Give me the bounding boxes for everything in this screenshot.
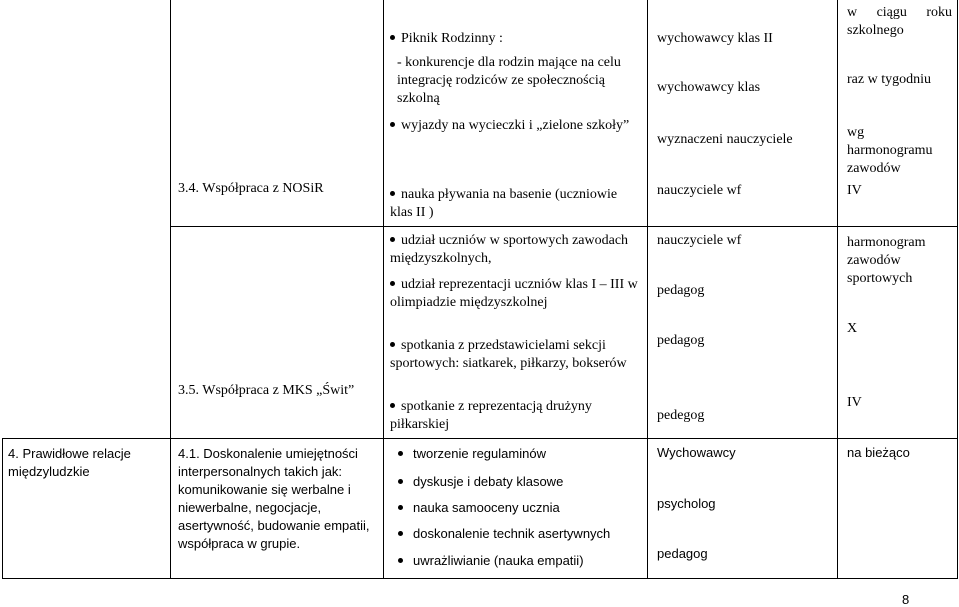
bullet-icon — [398, 558, 403, 563]
activity-debates: dyskusje i debaty klasowe — [398, 473, 643, 491]
activity-swimming: nauka pływania na basenie (uczniowie klas II ) — [390, 187, 618, 220]
activity-empathy: uwrażliwianie (nauka empatii) — [398, 552, 643, 570]
activity-team-meeting: spotkanie z reprezentacją drużyny piłkarskiej — [390, 399, 592, 432]
responsible-picnic-2: wychowawcy klas — [657, 80, 761, 95]
page-number: 8 — [902, 592, 910, 607]
time-ongoing: na bieżąco — [847, 445, 910, 460]
responsible-picnic: wychowawcy klas II — [657, 31, 773, 46]
time-picnic: w ciągu roku szkolnego — [847, 5, 952, 38]
bullet-icon — [390, 237, 395, 242]
activity-rules: tworzenie regulaminów — [398, 445, 643, 463]
responsible-pedagogue: pedagog — [657, 546, 708, 561]
time-picnic-2: raz w tygodniu — [847, 72, 931, 87]
responsible-competitions: nauczyciele wf — [657, 233, 742, 248]
time-swimming: IV — [847, 183, 862, 198]
responsible-olympiad: pedagog — [657, 283, 705, 298]
bullet-icon — [398, 451, 403, 456]
bullet-icon — [390, 281, 395, 286]
bullet-icon — [398, 479, 403, 484]
section-label-nosir: 3.4. Współpraca z NOSiR — [178, 181, 324, 196]
activity-picnic-description: - konkurencje dla rodzin mające na celu integrację rodziców ze społecznością szkolną — [397, 55, 621, 106]
bullet-icon — [390, 122, 395, 127]
activity-competitions: udział uczniów w sportowych zawodach międzyszkolnych, — [390, 233, 629, 266]
activity-assertiveness: doskonalenie technik asertywnych — [398, 525, 643, 543]
bullet-icon — [390, 191, 395, 196]
time-trips: wg harmonogramu zawodów — [847, 125, 933, 176]
table-border-right — [957, 0, 958, 579]
time-olympiad: X — [847, 321, 858, 336]
time-competitions: harmonogram zawodów sportowych — [847, 235, 926, 286]
bullet-icon — [390, 35, 395, 40]
bullet-icon — [390, 403, 395, 408]
responsible-teachers: Wychowawcy — [657, 445, 736, 460]
time-team-meeting: IV — [847, 395, 862, 410]
bullet-icon — [390, 342, 395, 347]
responsible-team-meeting: pedegog — [657, 408, 705, 423]
responsible-psychologist: psycholog — [657, 496, 716, 511]
responsible-swimming: nauczyciele wf — [657, 183, 742, 198]
bullet-icon — [398, 505, 403, 510]
activity-self-assessment: nauka samooceny ucznia — [398, 499, 643, 517]
bullet-icon — [398, 531, 403, 536]
section-label-mks: 3.5. Współpraca z MKS „Świt” — [178, 383, 355, 398]
activity-meetings: spotkania z przedstawicielami sekcji sportowych: siatkarek, piłkarzy, bokserów — [390, 338, 627, 371]
table-border-bottom — [2, 578, 958, 579]
activity-trips: wyjazdy na wycieczki i „zielone szkoły” — [390, 117, 640, 135]
responsible-meetings: pedagog — [657, 333, 705, 348]
table-border-left-upper — [170, 0, 171, 579]
row-divider-section4 — [2, 438, 958, 439]
activity-picnic-title: Piknik Rodzinny : — [390, 30, 640, 48]
table-border-left — [2, 438, 3, 579]
row-divider-nosir — [170, 226, 958, 227]
responsible-trips: wyznaczeni nauczyciele — [657, 132, 793, 147]
section-4-label: 4. Prawidłowe relacje międzyludzkie — [8, 446, 131, 479]
column-divider-responsible — [647, 0, 648, 579]
column-divider-time — [837, 0, 838, 579]
goal-4-1: 4.1. Doskonalenie umiejętności interpersonalnych takich jak: komunikowanie się werbalne i niewerbalne, negocjacje, asertywność, budowanie empatii, współpraca w grupie. — [178, 446, 370, 551]
column-divider-activities — [383, 0, 384, 579]
activity-olympiad: udział reprezentacji uczniów klas I – III w olimpiadzie międzyszkolnej — [390, 277, 638, 310]
